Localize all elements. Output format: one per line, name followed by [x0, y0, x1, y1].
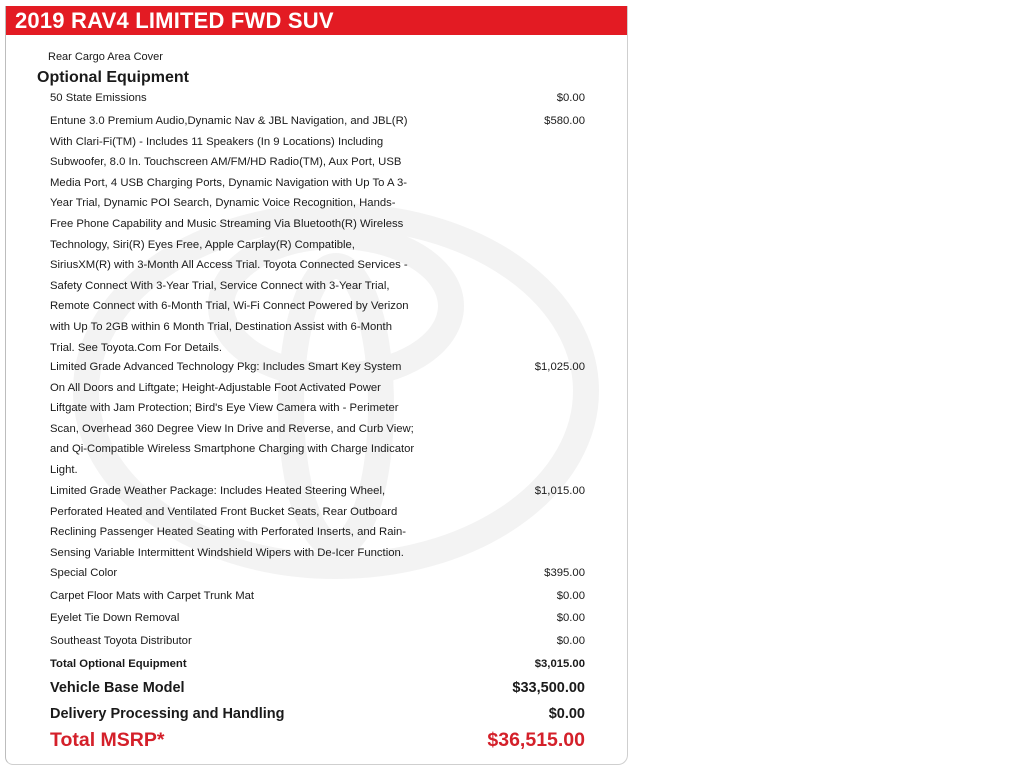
sticker-content: [6, 6, 627, 764]
description-line: Scan, Overhead 360 Degree View In Drive and Reverse, and Curb View;: [50, 422, 414, 435]
delivery-processing-label: Delivery Processing and Handling: [50, 706, 285, 722]
description-line: Media Port, 4 USB Charging Ports, Dynamic Navigation with Up To A 3-: [50, 176, 408, 189]
description-line: Trial. See Toyota.Com For Details.: [50, 341, 223, 354]
window-sticker: [5, 6, 628, 765]
equipment-item-description: [50, 563, 450, 584]
description-line: Eyelet Tie Down Removal: [50, 612, 180, 624]
equipment-item-price: $0.00: [556, 635, 585, 647]
description-line: Special Color: [50, 567, 118, 579]
equipment-item-price: $395.00: [544, 567, 585, 579]
description-line: SiriusXM(R) with 3-Month All Access Trial. Toyota Connected Services -: [50, 259, 408, 272]
description-line: Perforated Heated and Ventilated Front Bucket Seats, Rear Outboard: [50, 505, 398, 518]
description-line: Technology, Siri(R) Eyes Free, Apple Carplay(R) Compatible,: [50, 238, 355, 251]
vehicle-title: 2019 RAV4 LIMITED FWD SUV: [15, 8, 334, 33]
equipment-item-price: $0.00: [556, 612, 585, 624]
equipment-item-description: [50, 631, 450, 652]
rear-cargo-cover-item: Rear Cargo Area Cover: [48, 51, 163, 63]
description-line: Remote Connect with 6-Month Trial, Wi-Fi Connect Powered by Verizon: [50, 300, 409, 313]
vehicle-base-model-value: $33,500.00: [512, 680, 585, 696]
description-line: Light.: [50, 463, 78, 476]
description-line: Carpet Floor Mats with Carpet Trunk Mat: [50, 590, 255, 602]
description-line: Reclining Passenger Heated Seating with Perforated Inserts, and Rain-: [50, 526, 407, 539]
description-line: With Clari-Fi(TM) - Includes 11 Speakers (In 9 Locations) Including: [50, 135, 384, 148]
description-line: Limited Grade Weather Package: Includes Heated Steering Wheel,: [50, 485, 386, 497]
equipment-item-description: [50, 481, 450, 563]
total-msrp-value: $36,515.00: [487, 729, 585, 751]
equipment-item-description: [50, 586, 450, 607]
description-line: Limited Grade Advanced Technology Pkg: Includes Smart Key System: [50, 361, 402, 373]
equipment-item-price: $1,025.00: [534, 361, 585, 373]
equipment-item-price: $0.00: [556, 92, 585, 104]
total-optional-equipment-value: $3,015.00: [534, 658, 585, 670]
equipment-item-description: [50, 111, 450, 358]
equipment-item-price: $0.00: [556, 590, 585, 602]
description-line: and Qi-Compatible Wireless Smartphone Charging with Charge Indicator: [50, 443, 415, 456]
optional-equipment-heading: Optional Equipment: [37, 69, 189, 86]
equipment-item-description: [50, 88, 450, 109]
equipment-item-price: $580.00: [544, 115, 585, 127]
description-line: 50 State Emissions: [50, 92, 147, 104]
description-line: Subwoofer, 8.0 In. Touchscreen AM/FM/HD Radio(TM), Aux Port, USB: [50, 156, 402, 169]
description-line: Year Trial, Dynamic POI Search, Dynamic Voice Recognition, Hands-: [50, 197, 396, 210]
vehicle-base-model-label: Vehicle Base Model: [50, 680, 185, 696]
equipment-item-description: [50, 608, 450, 629]
description-line: Entune 3.0 Premium Audio,Dynamic Nav & JBL Navigation, and JBL(R): [50, 115, 408, 127]
description-line: Sensing Variable Intermittent Windshield Wipers with De-Icer Function.: [50, 546, 404, 559]
description-line: Liftgate with Jam Protection; Bird's Eye View Camera with - Perimeter: [50, 402, 399, 415]
description-line: On All Doors and Liftgate; Height-Adjustable Foot Activated Power: [50, 381, 381, 394]
description-line: Safety Connect With 3-Year Trial, Service Connect with 3-Year Trial,: [50, 279, 390, 292]
equipment-item-price: $1,015.00: [534, 485, 585, 497]
description-line: Free Phone Capability and Music Streaming Via Bluetooth(R) Wireless: [50, 217, 404, 230]
description-line: Southeast Toyota Distributor: [50, 635, 192, 647]
equipment-item-description: [50, 357, 450, 481]
total-optional-equipment-label: Total Optional Equipment: [50, 658, 187, 670]
description-line: with Up To 2GB within 6 Month Trial, Destination Assist with 6-Month: [50, 320, 392, 333]
delivery-processing-value: $0.00: [548, 706, 585, 722]
total-msrp-label: Total MSRP*: [50, 729, 165, 751]
